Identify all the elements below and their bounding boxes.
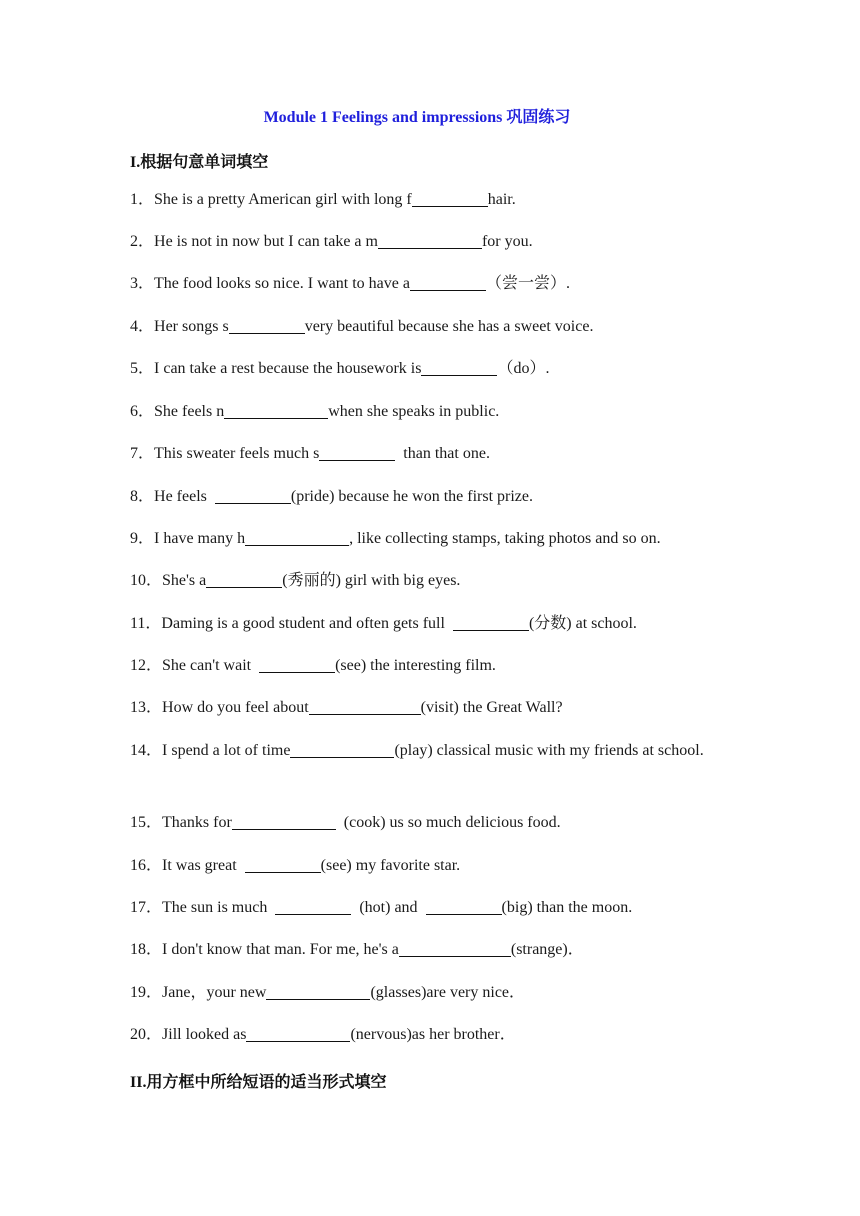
- question-text-after: (hot) and: [351, 899, 426, 916]
- question-text: Thanks for: [162, 814, 232, 831]
- question-text-after: (glasses)are very nice．: [370, 984, 526, 1001]
- answer-blank[interactable]: [412, 189, 488, 207]
- question-number: 20．: [130, 1026, 163, 1043]
- question-text-after: (see) my favorite star.: [320, 857, 461, 874]
- question-item: [130, 650, 720, 682]
- question-number: 14．: [130, 742, 163, 759]
- answer-blank[interactable]: [229, 316, 305, 334]
- question-item: [130, 692, 720, 724]
- answer-blank[interactable]: [275, 897, 351, 915]
- question-text: Daming is a good student and often gets full: [161, 615, 453, 632]
- page-title: Module 1 Feelings and impressions 巩固练习: [263, 109, 571, 126]
- question-number: 15．: [130, 814, 163, 831]
- question-number: 2．: [130, 233, 155, 250]
- question-number: 3．: [130, 275, 155, 292]
- answer-blank[interactable]: [399, 939, 511, 957]
- answer-blank[interactable]: [309, 697, 421, 715]
- question-text: Jane，your new: [162, 984, 267, 1001]
- question-text: She can't wait: [162, 657, 260, 674]
- question-text: I can take a rest because the housework is: [154, 360, 422, 377]
- question-item: [130, 934, 720, 966]
- question-item: [130, 353, 720, 385]
- answer-blank[interactable]: [290, 740, 394, 758]
- question-number: 17．: [130, 899, 163, 916]
- question-text: How do you feel about: [162, 699, 309, 716]
- question-item: [130, 523, 720, 555]
- question-number: 4．: [130, 318, 155, 335]
- question-text: Jill looked as: [162, 1026, 247, 1043]
- question-text: He is not in now but I can take a m: [154, 233, 378, 250]
- question-text-after: , like collecting stamps, taking photos and so on.: [349, 530, 661, 547]
- question-text-after: (分数) at school.: [528, 615, 637, 632]
- question-number: 13．: [130, 699, 163, 716]
- answer-blank[interactable]: [266, 982, 370, 1000]
- question-text: This sweater feels much s: [154, 445, 320, 462]
- question-text-after: very beautiful because she has a sweet voice.: [304, 318, 594, 335]
- question-item: [130, 608, 720, 640]
- answer-blank[interactable]: [453, 613, 529, 631]
- question-text: The food looks so nice. I want to have a: [154, 275, 410, 292]
- question-text: I spend a lot of time: [162, 742, 291, 759]
- question-text: He feels: [154, 488, 215, 505]
- question-number: 1．: [130, 191, 155, 208]
- question-text-end: (big) than the moon.: [501, 899, 633, 916]
- answer-blank[interactable]: [410, 273, 486, 291]
- question-text-after: （尝一尝）.: [485, 275, 570, 292]
- answer-blank[interactable]: [232, 812, 336, 830]
- question-text: She's a: [162, 572, 207, 589]
- answer-blank[interactable]: [245, 855, 321, 873]
- question-text: It was great: [162, 857, 245, 874]
- question-text: She is a pretty American girl with long f: [154, 191, 412, 208]
- question-number: 18．: [130, 941, 163, 958]
- question-number: 16．: [130, 857, 163, 874]
- question-text-after: hair.: [487, 191, 516, 208]
- question-number: 10．: [130, 572, 163, 589]
- question-text: She feels n: [154, 403, 225, 420]
- question-item: [130, 735, 720, 767]
- question-text-after: (visit) the Great Wall?: [420, 699, 563, 716]
- answer-blank[interactable]: [378, 231, 482, 249]
- answer-blank[interactable]: [319, 443, 395, 461]
- question-text: The sun is much: [162, 899, 276, 916]
- question-number: 6．: [130, 403, 155, 420]
- question-text-after: (pride) because he won the first prize.: [290, 488, 533, 505]
- answer-blank[interactable]: [215, 486, 291, 504]
- question-text: I don't know that man. For me, he's a: [162, 941, 399, 958]
- answer-blank[interactable]: [245, 528, 349, 546]
- question-item: [130, 184, 720, 216]
- question-text-after: (play) classical music with my friends at school.: [394, 742, 704, 759]
- question-item: [130, 226, 720, 258]
- question-item: [130, 807, 720, 839]
- question-number: 19．: [130, 984, 163, 1001]
- question-number: 11．: [130, 615, 162, 632]
- answer-blank[interactable]: [426, 897, 502, 915]
- section-1-heading: I.根据句意单词填空: [130, 154, 269, 171]
- question-text-after: when she speaks in public.: [328, 403, 500, 420]
- question-text-after: (cook) us so much delicious food.: [335, 814, 561, 831]
- question-item: [130, 268, 720, 300]
- answer-blank[interactable]: [421, 358, 497, 376]
- section-2-heading: II.用方框中所给短语的适当形式填空: [130, 1074, 387, 1091]
- answer-blank[interactable]: [259, 655, 335, 673]
- question-number: 9．: [130, 530, 155, 547]
- question-text-after: (see) the interesting film.: [335, 657, 496, 674]
- question-text-after: (nervous)as her brother．: [350, 1026, 516, 1043]
- question-text: Her songs s: [154, 318, 229, 335]
- answer-blank[interactable]: [224, 401, 328, 419]
- question-number: 12．: [130, 657, 163, 674]
- question-number: 8．: [130, 488, 155, 505]
- question-number: 5．: [130, 360, 155, 377]
- question-text-after: (strange)．: [510, 941, 584, 958]
- question-text-after: for you.: [481, 233, 533, 250]
- question-item: [130, 438, 720, 470]
- answer-blank[interactable]: [246, 1024, 350, 1042]
- answer-blank[interactable]: [206, 570, 282, 588]
- question-text-after: （do）.: [497, 360, 550, 377]
- question-item: [130, 311, 720, 343]
- question-item: [130, 396, 720, 428]
- question-item: [130, 565, 720, 597]
- question-item: [130, 892, 720, 924]
- question-item: [130, 850, 720, 882]
- question-text: I have many h: [154, 530, 246, 547]
- question-item: [130, 1019, 720, 1051]
- question-number: 7．: [130, 445, 155, 462]
- question-text-after: (秀丽的) girl with big eyes.: [282, 572, 461, 589]
- question-text-after: than that one.: [395, 445, 490, 462]
- question-item: [130, 977, 720, 1009]
- question-item: [130, 481, 720, 513]
